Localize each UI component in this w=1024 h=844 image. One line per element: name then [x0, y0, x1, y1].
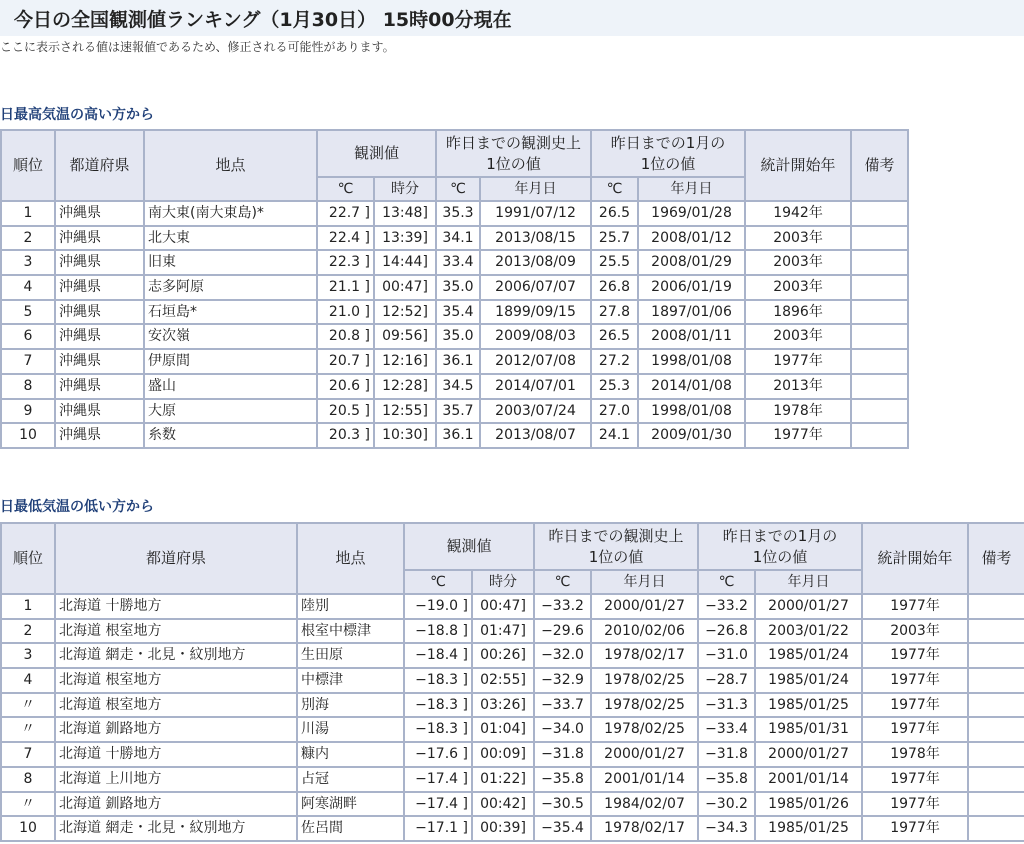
- header-rank: 順位: [1, 130, 55, 201]
- record-date-cell: 2013/08/07: [480, 423, 591, 448]
- remarks-cell: [968, 643, 1024, 668]
- record-date-cell: 2000/01/27: [591, 742, 698, 767]
- month-record-date-cell: 2000/01/27: [755, 594, 862, 619]
- stats-start-cell: 1977年: [862, 668, 968, 693]
- header-rec-date: 年月日: [591, 570, 698, 594]
- remarks-cell: [968, 742, 1024, 767]
- stats-start-cell: 1977年: [862, 594, 968, 619]
- month-record-temp-cell: −31.3: [698, 693, 755, 718]
- table-row: [1, 643, 1024, 668]
- header-location: 地点: [144, 130, 317, 201]
- prefecture-cell: 沖縄県: [55, 250, 144, 275]
- record-date-cell: 2006/07/07: [480, 275, 591, 300]
- observed-time-cell: 12:52]: [374, 300, 436, 325]
- observed-time-cell: 13:48]: [374, 201, 436, 226]
- record-temp-cell: −34.0: [534, 717, 591, 742]
- header-record-month-text: 昨日までの1月の1位の値: [610, 134, 726, 173]
- remarks-cell: [851, 423, 908, 448]
- stats-start-cell: 1978年: [745, 399, 851, 424]
- month-record-date-cell: 1897/01/06: [638, 300, 745, 325]
- header-record-month: [698, 523, 862, 570]
- header-obs-celsius: ℃: [404, 570, 472, 594]
- remarks-cell: [851, 374, 908, 399]
- low-temp-rows: [1, 594, 1024, 841]
- observed-time-cell: 00:47]: [374, 275, 436, 300]
- prefecture-cell: 北海道 根室地方: [55, 693, 297, 718]
- record-date-cell: 2013/08/15: [480, 226, 591, 251]
- observed-time-cell: 00:47]: [472, 594, 534, 619]
- prefecture-cell: 北海道 根室地方: [55, 619, 297, 644]
- observed-temp-cell: −18.8 ]: [404, 619, 472, 644]
- header-remarks: 備考: [968, 523, 1024, 594]
- month-record-temp-cell: 25.3: [591, 374, 638, 399]
- remarks-cell: [968, 693, 1024, 718]
- record-temp-cell: −29.6: [534, 619, 591, 644]
- location-cell: 南大東(南大東島)*: [144, 201, 317, 226]
- observed-time-cell: 01:04]: [472, 717, 534, 742]
- month-record-date-cell: 2008/01/29: [638, 250, 745, 275]
- observed-time-cell: 00:39]: [472, 816, 534, 841]
- location-cell: 生田原: [297, 643, 404, 668]
- header-record-all-text: 昨日までの観測史上1位の値: [446, 134, 582, 173]
- record-temp-cell: 34.1: [436, 226, 480, 251]
- month-record-date-cell: 1985/01/26: [755, 792, 862, 817]
- prefecture-cell: 北海道 上川地方: [55, 767, 297, 792]
- location-cell: 北大東: [144, 226, 317, 251]
- header-mon-celsius: ℃: [698, 570, 755, 594]
- header-obs-celsius: ℃: [317, 177, 374, 201]
- record-date-cell: 1978/02/25: [591, 693, 698, 718]
- table-row: [1, 349, 908, 374]
- rank-cell: 2: [1, 226, 55, 251]
- table-row: [1, 250, 908, 275]
- table-row: [1, 619, 1024, 644]
- header-observed: 観測値: [317, 130, 436, 177]
- header-obs-time: 時分: [374, 177, 436, 201]
- observed-time-cell: 01:47]: [472, 619, 534, 644]
- month-record-date-cell: 2001/01/14: [755, 767, 862, 792]
- record-temp-cell: −32.0: [534, 643, 591, 668]
- prefecture-cell: 沖縄県: [55, 275, 144, 300]
- observed-time-cell: 14:44]: [374, 250, 436, 275]
- observed-time-cell: 12:28]: [374, 374, 436, 399]
- observed-time-cell: 01:22]: [472, 767, 534, 792]
- record-temp-cell: −35.8: [534, 767, 591, 792]
- record-temp-cell: 35.7: [436, 399, 480, 424]
- record-temp-cell: 36.1: [436, 349, 480, 374]
- high-temp-heading: 日最高気温の高い方から: [0, 107, 154, 123]
- stats-start-cell: 1977年: [862, 792, 968, 817]
- location-cell: 川湯: [297, 717, 404, 742]
- remarks-cell: [968, 792, 1024, 817]
- stats-start-cell: 1977年: [862, 717, 968, 742]
- observed-temp-cell: 22.7 ]: [317, 201, 374, 226]
- stats-start-cell: 2003年: [745, 250, 851, 275]
- observed-time-cell: 12:55]: [374, 399, 436, 424]
- rank-cell: 10: [1, 423, 55, 448]
- header-rec-date: 年月日: [480, 177, 591, 201]
- observed-temp-cell: −17.1 ]: [404, 816, 472, 841]
- rank-cell: 1: [1, 201, 55, 226]
- location-cell: 盛山: [144, 374, 317, 399]
- prefecture-cell: 沖縄県: [55, 374, 144, 399]
- stats-start-cell: 1977年: [862, 816, 968, 841]
- observed-time-cell: 10:30]: [374, 423, 436, 448]
- stats-start-cell: 1977年: [862, 767, 968, 792]
- header-record-all-text: 昨日までの観測史上1位の値: [548, 527, 684, 566]
- header-prefecture: 都道府県: [55, 523, 297, 594]
- observed-temp-cell: 20.5 ]: [317, 399, 374, 424]
- prefecture-cell: 沖縄県: [55, 423, 144, 448]
- table-row: [1, 423, 908, 448]
- month-record-temp-cell: −30.2: [698, 792, 755, 817]
- record-date-cell: 2014/07/01: [480, 374, 591, 399]
- month-record-date-cell: 1985/01/25: [755, 693, 862, 718]
- record-date-cell: 1978/02/17: [591, 816, 698, 841]
- rank-cell: 5: [1, 300, 55, 325]
- record-date-cell: 1991/07/12: [480, 201, 591, 226]
- low-temp-heading: 日最低気温の低い方から: [0, 499, 154, 515]
- remarks-cell: [968, 767, 1024, 792]
- remarks-cell: [968, 717, 1024, 742]
- record-temp-cell: 35.3: [436, 201, 480, 226]
- observed-temp-cell: −17.4 ]: [404, 767, 472, 792]
- table-row: [1, 201, 908, 226]
- location-cell: 別海: [297, 693, 404, 718]
- month-record-temp-cell: −35.8: [698, 767, 755, 792]
- table-row: [1, 792, 1024, 817]
- table-row: [1, 226, 908, 251]
- table-row: [1, 594, 1024, 619]
- header-rec-celsius: ℃: [534, 570, 591, 594]
- month-record-temp-cell: −31.8: [698, 742, 755, 767]
- header-mon-celsius: ℃: [591, 177, 638, 201]
- record-date-cell: 1899/09/15: [480, 300, 591, 325]
- rank-cell: 2: [1, 619, 55, 644]
- month-record-date-cell: 1998/01/08: [638, 399, 745, 424]
- month-record-temp-cell: −34.3: [698, 816, 755, 841]
- header-mon-date: 年月日: [638, 177, 745, 201]
- stats-start-cell: 1942年: [745, 201, 851, 226]
- month-record-temp-cell: 25.5: [591, 250, 638, 275]
- record-temp-cell: 34.5: [436, 374, 480, 399]
- record-temp-cell: −30.5: [534, 792, 591, 817]
- rank-cell: 8: [1, 374, 55, 399]
- location-cell: 伊原間: [144, 349, 317, 374]
- header-record-month: [591, 130, 745, 177]
- header-prefecture: 都道府県: [55, 130, 144, 201]
- location-cell: 旧東: [144, 250, 317, 275]
- remarks-cell: [851, 324, 908, 349]
- observed-temp-cell: 20.6 ]: [317, 374, 374, 399]
- remarks-cell: [968, 594, 1024, 619]
- observed-temp-cell: 20.7 ]: [317, 349, 374, 374]
- location-cell: 糸数: [144, 423, 317, 448]
- location-cell: 阿寒湖畔: [297, 792, 404, 817]
- observed-time-cell: 00:26]: [472, 643, 534, 668]
- observed-temp-cell: −19.0 ]: [404, 594, 472, 619]
- month-record-temp-cell: −28.7: [698, 668, 755, 693]
- rank-cell: 7: [1, 349, 55, 374]
- record-date-cell: 2013/08/09: [480, 250, 591, 275]
- record-temp-cell: −31.8: [534, 742, 591, 767]
- header-record-month-text: 昨日までの1月の1位の値: [722, 527, 838, 566]
- location-cell: 陸別: [297, 594, 404, 619]
- month-record-temp-cell: 26.5: [591, 324, 638, 349]
- stats-start-cell: 2003年: [745, 226, 851, 251]
- rank-cell: 〃: [1, 693, 55, 718]
- record-date-cell: 2001/01/14: [591, 767, 698, 792]
- table-row: [1, 767, 1024, 792]
- location-cell: 占冠: [297, 767, 404, 792]
- remarks-cell: [851, 275, 908, 300]
- month-record-temp-cell: 27.0: [591, 399, 638, 424]
- month-record-date-cell: 1985/01/24: [755, 668, 862, 693]
- rank-cell: 9: [1, 399, 55, 424]
- observed-temp-cell: −18.3 ]: [404, 668, 472, 693]
- prefecture-cell: 北海道 根室地方: [55, 668, 297, 693]
- header-rank: 順位: [1, 523, 55, 594]
- observed-temp-cell: −18.3 ]: [404, 693, 472, 718]
- month-record-date-cell: 2009/01/30: [638, 423, 745, 448]
- header-stats-start: 統計開始年: [745, 130, 851, 201]
- record-date-cell: 2010/02/06: [591, 619, 698, 644]
- prefecture-cell: 沖縄県: [55, 399, 144, 424]
- rank-cell: 1: [1, 594, 55, 619]
- header-observed: 観測値: [404, 523, 534, 570]
- record-temp-cell: 35.0: [436, 275, 480, 300]
- rank-cell: 7: [1, 742, 55, 767]
- stats-start-cell: 1896年: [745, 300, 851, 325]
- month-record-temp-cell: −26.8: [698, 619, 755, 644]
- record-temp-cell: 33.4: [436, 250, 480, 275]
- low-temp-table: [0, 522, 1024, 842]
- location-cell: 佐呂間: [297, 816, 404, 841]
- prefecture-cell: 北海道 釧路地方: [55, 717, 297, 742]
- location-cell: 大原: [144, 399, 317, 424]
- stats-start-cell: 2003年: [745, 324, 851, 349]
- month-record-temp-cell: 24.1: [591, 423, 638, 448]
- observed-time-cell: 03:26]: [472, 693, 534, 718]
- table-row: [1, 816, 1024, 841]
- stats-start-cell: 2003年: [745, 275, 851, 300]
- month-record-temp-cell: 26.5: [591, 201, 638, 226]
- observed-time-cell: 12:16]: [374, 349, 436, 374]
- table-row: [1, 300, 908, 325]
- month-record-date-cell: 2008/01/11: [638, 324, 745, 349]
- prefecture-cell: 沖縄県: [55, 324, 144, 349]
- rank-cell: 〃: [1, 792, 55, 817]
- rank-cell: 6: [1, 324, 55, 349]
- month-record-date-cell: 2006/01/19: [638, 275, 745, 300]
- observed-time-cell: 00:42]: [472, 792, 534, 817]
- month-record-date-cell: 1985/01/24: [755, 643, 862, 668]
- location-cell: 安次嶺: [144, 324, 317, 349]
- remarks-cell: [851, 300, 908, 325]
- remarks-cell: [968, 816, 1024, 841]
- high-temp-table: [0, 129, 909, 449]
- month-record-date-cell: 1969/01/28: [638, 201, 745, 226]
- stats-start-cell: 2003年: [862, 619, 968, 644]
- record-date-cell: 2009/08/03: [480, 324, 591, 349]
- month-record-date-cell: 2000/01/27: [755, 742, 862, 767]
- remarks-cell: [851, 250, 908, 275]
- header-record-all: [534, 523, 698, 570]
- record-temp-cell: −33.7: [534, 693, 591, 718]
- stats-start-cell: 1977年: [745, 423, 851, 448]
- stats-start-cell: 1977年: [745, 349, 851, 374]
- table-row: [1, 668, 1024, 693]
- table-row: [1, 374, 908, 399]
- prefecture-cell: 沖縄県: [55, 226, 144, 251]
- observed-temp-cell: 22.3 ]: [317, 250, 374, 275]
- prefecture-cell: 北海道 十勝地方: [55, 742, 297, 767]
- rank-cell: 3: [1, 250, 55, 275]
- record-date-cell: 2012/07/08: [480, 349, 591, 374]
- record-temp-cell: 35.4: [436, 300, 480, 325]
- record-temp-cell: −32.9: [534, 668, 591, 693]
- observed-time-cell: 00:09]: [472, 742, 534, 767]
- observed-temp-cell: 20.3 ]: [317, 423, 374, 448]
- page-title: 今日の全国観測値ランキング（1月30日） 15時00分現在: [14, 9, 512, 31]
- record-date-cell: 1978/02/25: [591, 668, 698, 693]
- header-mon-date: 年月日: [755, 570, 862, 594]
- remarks-cell: [968, 668, 1024, 693]
- month-record-temp-cell: −33.4: [698, 717, 755, 742]
- rank-cell: 4: [1, 668, 55, 693]
- remarks-cell: [968, 619, 1024, 644]
- record-date-cell: 2000/01/27: [591, 594, 698, 619]
- remarks-cell: [851, 399, 908, 424]
- header-rec-celsius: ℃: [436, 177, 480, 201]
- location-cell: 志多阿原: [144, 275, 317, 300]
- month-record-date-cell: 2008/01/12: [638, 226, 745, 251]
- observed-temp-cell: −17.6 ]: [404, 742, 472, 767]
- prefecture-cell: 北海道 網走・北見・紋別地方: [55, 643, 297, 668]
- observed-temp-cell: 21.0 ]: [317, 300, 374, 325]
- month-record-date-cell: 1998/01/08: [638, 349, 745, 374]
- month-record-temp-cell: −33.2: [698, 594, 755, 619]
- rank-cell: 3: [1, 643, 55, 668]
- remarks-cell: [851, 201, 908, 226]
- record-temp-cell: 35.0: [436, 324, 480, 349]
- rank-cell: 8: [1, 767, 55, 792]
- prefecture-cell: 沖縄県: [55, 349, 144, 374]
- month-record-temp-cell: 26.8: [591, 275, 638, 300]
- prefecture-cell: 北海道 十勝地方: [55, 594, 297, 619]
- record-date-cell: 1984/02/07: [591, 792, 698, 817]
- rank-cell: 10: [1, 816, 55, 841]
- prefecture-cell: 北海道 網走・北見・紋別地方: [55, 816, 297, 841]
- header-record-all: [436, 130, 591, 177]
- table-row: [1, 717, 1024, 742]
- location-cell: 中標津: [297, 668, 404, 693]
- table-row: [1, 324, 908, 349]
- observed-temp-cell: 20.8 ]: [317, 324, 374, 349]
- prefecture-cell: 北海道 釧路地方: [55, 792, 297, 817]
- record-date-cell: 1978/02/17: [591, 643, 698, 668]
- month-record-temp-cell: −31.0: [698, 643, 755, 668]
- rank-cell: 〃: [1, 717, 55, 742]
- prefecture-cell: 沖縄県: [55, 300, 144, 325]
- month-record-temp-cell: 27.8: [591, 300, 638, 325]
- observed-time-cell: 13:39]: [374, 226, 436, 251]
- header-location: 地点: [297, 523, 404, 594]
- location-cell: 石垣島*: [144, 300, 317, 325]
- month-record-date-cell: 2014/01/08: [638, 374, 745, 399]
- stats-start-cell: 2013年: [745, 374, 851, 399]
- remarks-cell: [851, 226, 908, 251]
- month-record-date-cell: 1985/01/25: [755, 816, 862, 841]
- stats-start-cell: 1977年: [862, 693, 968, 718]
- rank-cell: 4: [1, 275, 55, 300]
- record-temp-cell: −35.4: [534, 816, 591, 841]
- month-record-date-cell: 2003/01/22: [755, 619, 862, 644]
- observed-temp-cell: −18.4 ]: [404, 643, 472, 668]
- month-record-temp-cell: 25.7: [591, 226, 638, 251]
- observed-temp-cell: −17.4 ]: [404, 792, 472, 817]
- observed-temp-cell: 21.1 ]: [317, 275, 374, 300]
- table-row: [1, 742, 1024, 767]
- location-cell: 根室中標津: [297, 619, 404, 644]
- table-row: [1, 399, 908, 424]
- high-temp-rows: [1, 201, 908, 448]
- observed-temp-cell: −18.3 ]: [404, 717, 472, 742]
- stats-start-cell: 1978年: [862, 742, 968, 767]
- observed-temp-cell: 22.4 ]: [317, 226, 374, 251]
- month-record-date-cell: 1985/01/31: [755, 717, 862, 742]
- prefecture-cell: 沖縄県: [55, 201, 144, 226]
- observed-time-cell: 02:55]: [472, 668, 534, 693]
- provisional-note: ここに表示される値は速報値であるため、修正される可能性があります。: [0, 40, 395, 54]
- record-date-cell: 2003/07/24: [480, 399, 591, 424]
- location-cell: 糠内: [297, 742, 404, 767]
- record-temp-cell: 36.1: [436, 423, 480, 448]
- header-stats-start: 統計開始年: [862, 523, 968, 594]
- observed-time-cell: 09:56]: [374, 324, 436, 349]
- header-remarks: 備考: [851, 130, 908, 201]
- remarks-cell: [851, 349, 908, 374]
- table-row: [1, 693, 1024, 718]
- title-bar: [0, 0, 1024, 36]
- header-obs-time: 時分: [472, 570, 534, 594]
- record-date-cell: 1978/02/25: [591, 717, 698, 742]
- month-record-temp-cell: 27.2: [591, 349, 638, 374]
- table-row: [1, 275, 908, 300]
- stats-start-cell: 1977年: [862, 643, 968, 668]
- record-temp-cell: −33.2: [534, 594, 591, 619]
